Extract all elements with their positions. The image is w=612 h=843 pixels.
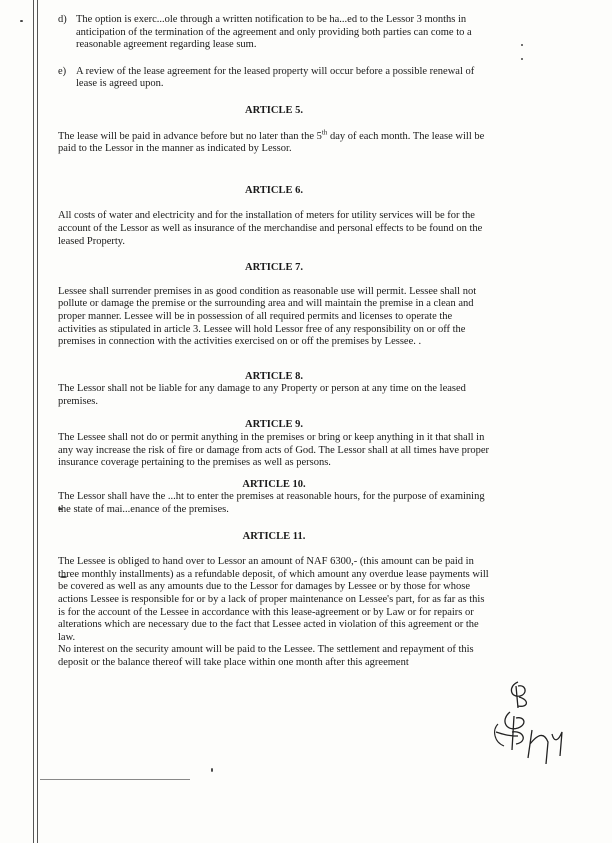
article-11-heading: ARTICLE 11.	[242, 530, 306, 542]
document-body	[58, 14, 490, 670]
article-6-heading: ARTICLE 6.	[245, 184, 303, 196]
article-5-text: The lease will be paid in advance before but no later than the 5th day of each month. The lease will be paid to the Lessor in the manner as indicated by Lessor.	[58, 128, 485, 155]
margin-rule	[37, 0, 38, 843]
scan-speck	[211, 768, 213, 772]
list-marker: d)	[58, 14, 67, 25]
handwritten-initials	[488, 672, 588, 776]
footer-rule	[40, 779, 190, 780]
article-11-text-continued: No interest on the security amount will be paid to the Lessee. The settlement and repayment of this deposit or the balance thereof will take place within one month after this agreement	[58, 644, 474, 668]
article-5-heading: ARTICLE 5.	[245, 104, 303, 116]
article-8-heading: ARTICLE 8.	[245, 370, 303, 382]
margin-rule	[33, 0, 34, 843]
article-6-text: All costs of water and electricity and for the installation of meters for utility services will be for the account of the Lessor as well as insurance of the merchandise and personal effects to be found on the leased Property.	[58, 210, 483, 247]
article-7-text: Lessee shall surrender premises in as good condition as reasonable use will permit. Lessee shall not pollute or damage the premise or the surrounding area and will maintain the premise in a clean and proper manner. Lessee will be in possession of all required permits and licenses to operate the activities as stipulated in article 3. Lessee will hold Lessor free of any responsibility on or off the premises in connection with the activities exercised on or off the premises by Lessee. .	[58, 285, 477, 348]
article-9-text: The Lessee shall not do or permit anything in the premises or bring or keep anything in it that shall in any way increase the risk of fire or damage from acts of God. The Lessor shall at all times have proper insurance coverage pertaining to the premises as well as persons.	[58, 432, 490, 469]
scan-speck	[521, 58, 523, 60]
article-10-heading: ARTICLE 10.	[242, 478, 306, 490]
list-text: The option is exerc...ole through a written notification to be ha...ed to the Lessor 3 months in anticipation of the termination of the agreement and only providing both parties can come to a reasonable agreement regarding lease sum.	[76, 14, 472, 51]
list-item-d	[58, 14, 490, 52]
article-8-text: The Lessor shall not be liable for any damage to any Property or person at any time on the leased premises.	[58, 383, 466, 407]
article-10-text: The Lessor shall have the ...ht to enter the premises at reasonable hours, for the purpose of examining the state of mai...enance of the premises.	[58, 491, 485, 516]
list-marker: e)	[58, 65, 67, 77]
scan-speck	[20, 20, 23, 22]
article-7-heading: ARTICLE 7.	[245, 262, 303, 274]
list-item-e	[58, 66, 490, 91]
article-11-text: The Lessee is obliged to hand over to Lessor an amount of NAF 6300,- (this amount can be paid in three monthly installments) as a refundable deposit, of which amount any overdue lease payments will be covered as well as any amounts due to the Lessor for damages by Lessee or by those for whose actions Lessee is responsible for or by a lack of proper maintenance on Lessee's part, for as far as this is for the account of the Lessee in accordance with this lease-agreement or by Law or for repairs or alterations which are necessary due to the fact that Lessee acted in violation of this agreement or the law.	[58, 556, 489, 643]
scan-speck	[521, 44, 523, 46]
article-9-heading: ARTICLE 9.	[245, 419, 303, 431]
list-text: A review of the lease agreement for the leased property will occur before a possible renewal of lease is agreed upon.	[76, 65, 475, 90]
